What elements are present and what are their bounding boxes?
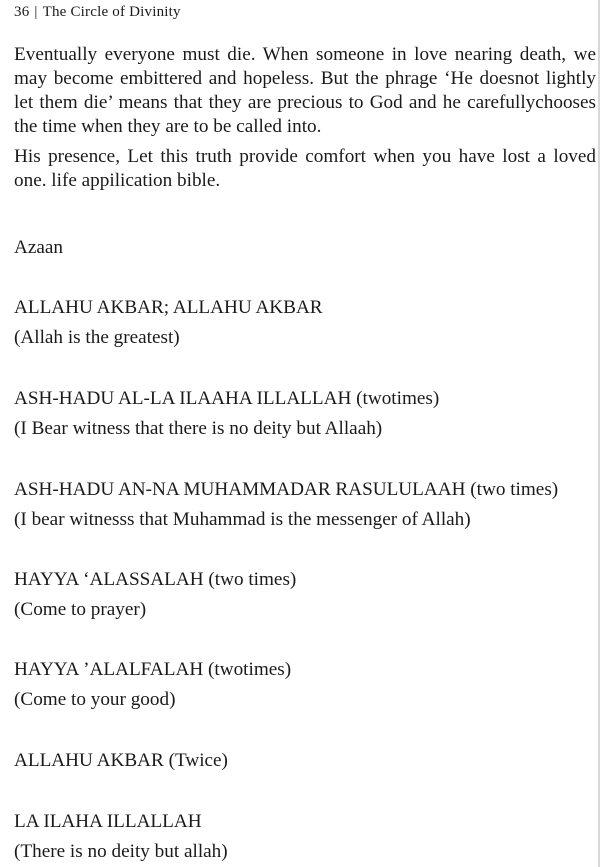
azaan-arabic-line: HAYYA ’ALALFALAH (twotimes) — [14, 659, 292, 680]
page-content — [14, 43, 596, 862]
azaan-arabic-line: HAYYA ‘ALASSALAH (two times) — [14, 569, 297, 590]
azaan-translation-line: (I bear witnesss that Muhammad is the messenger of Allah) — [14, 509, 471, 530]
azaan-arabic-line: LA ILAHA ILLALLAH — [14, 811, 202, 832]
azaan-arabic-line: ASH-HADU AL-LA ILAAHA ILLALLAH (twotimes) — [14, 388, 440, 409]
azaan-arabic-line: ALLAHU AKBAR; ALLAHU AKBAR — [14, 297, 323, 318]
azaan-entry-5 — [14, 655, 291, 715]
azaan-arabic-line: ASH-HADU AN-NA MUHAMMADAR RASULULAAH (two times) — [14, 479, 559, 500]
book-title: The Circle of Divinity — [42, 4, 181, 20]
page-number: 36 — [14, 4, 30, 20]
azaan-translation-line: (Come to prayer) — [14, 599, 147, 620]
azaan-entry-4 — [14, 565, 296, 625]
azaan-entry-7 — [14, 807, 228, 867]
azaan-entry-2 — [14, 384, 439, 444]
azaan-translation-line: (There is no deity but allah) — [14, 841, 228, 862]
running-header — [14, 4, 181, 21]
intro-paragraph-1: Eventually everyone must die. When someone in love nearing death, we may become embittered and hopeless. But the phrage ‘He doesnot lightly let them die’ means that they are precious to God and he carefullychooses the time when they are to be called into. — [14, 44, 596, 137]
section-title-azaan: Azaan — [14, 237, 63, 258]
header-separator: | — [34, 4, 38, 20]
azaan-translation-line: (Allah is the greatest) — [14, 327, 180, 348]
intro-paragraph-2: His presence, Let this truth provide comfort when you have lost a loved one. life appilication bible. — [14, 146, 596, 191]
azaan-entry-3 — [14, 475, 558, 535]
azaan-entry-1 — [14, 293, 323, 353]
azaan-arabic-line: ALLAHU AKBAR (Twice) — [14, 750, 228, 771]
azaan-entry-6 — [14, 746, 228, 776]
azaan-translation-line: (I Bear witness that there is no deity but Allaah) — [14, 418, 383, 439]
azaan-translation-line: (Come to your good) — [14, 689, 176, 710]
